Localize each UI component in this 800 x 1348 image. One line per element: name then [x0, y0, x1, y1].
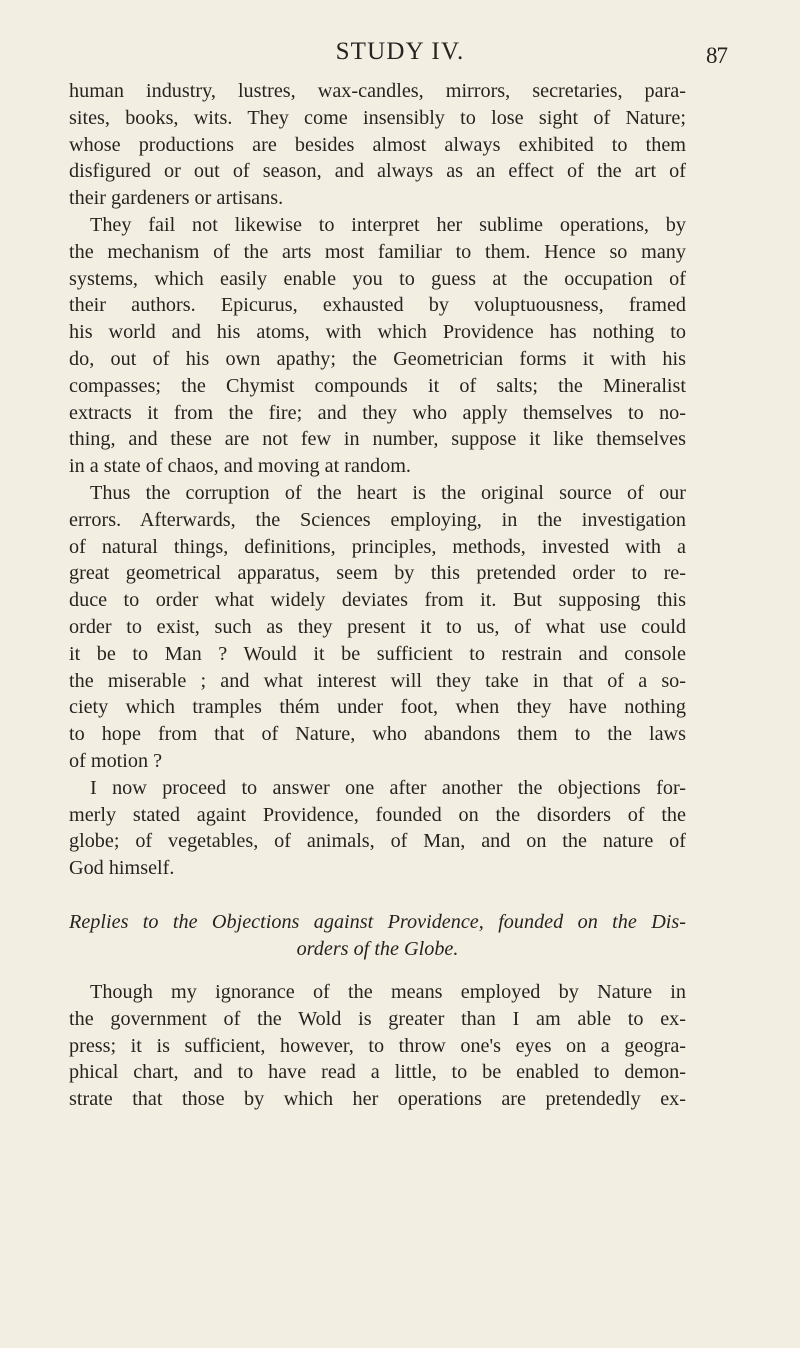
page-number: 87 — [706, 43, 727, 68]
text-line: I now proceed to answer one after another the objections for- — [90, 776, 686, 799]
text-line: of motion ? — [69, 749, 163, 772]
text-line: Thus the corruption of the heart is the original source of our — [90, 481, 686, 504]
text-line: Though my ignorance of the means employed by Nature in — [90, 980, 686, 1003]
text-line: in a state of chaos, and moving at random. — [69, 455, 411, 478]
text-line: ciety which tramples thém under foot, when they have nothing — [69, 696, 686, 719]
section-spacer — [69, 963, 686, 979]
text-line: extracts it from the fire; and they who apply themselves to no- — [69, 401, 686, 424]
text-line: They fail not likewise to interpret her sublime operations, by — [90, 213, 686, 236]
text-line: disfigured or out of season, and always as an effect of the art of — [69, 160, 686, 183]
heading-line: Replies to the Objections against Providence, founded on the Dis- — [69, 910, 686, 933]
text-line: to hope from that of Nature, who abandons them to the laws — [69, 723, 686, 746]
text-line: great geometrical apparatus, seem by this pretended order to re- — [69, 562, 686, 585]
body-text — [69, 78, 686, 1113]
text-line: his world and his atoms, with which Providence has nothing to — [69, 321, 686, 344]
heading-line: orders of the Globe. — [296, 937, 459, 960]
text-line: human industry, lustres, wax-candles, mirrors, secretaries, para- — [69, 80, 686, 102]
text-line: errors. Afterwards, the Sciences employing, in the investigation — [69, 508, 686, 531]
text-line: thing, and these are not few in number, suppose it like themselves — [69, 428, 686, 451]
running-head — [0, 36, 800, 68]
running-title: STUDY IV. — [335, 38, 465, 65]
section-spacer — [69, 882, 686, 909]
text-line: press; it is sufficient, however, to throw one's eyes on a geogra- — [69, 1034, 686, 1057]
section-heading — [69, 909, 686, 963]
text-line: merly stated againt Providence, founded on the disorders of the — [69, 803, 686, 826]
paragraph — [69, 212, 686, 480]
text-line: order to exist, such as they present it to us, of what use could — [69, 615, 686, 638]
text-line: systems, which easily enable you to guess at the occupation of — [69, 267, 686, 290]
text-line: the mechanism of the arts most familiar to them. Hence so many — [69, 240, 686, 263]
text-line: it be to Man ? Would it be sufficient to restrain and console — [69, 642, 686, 665]
text-line: duce to order what widely deviates from it. But supposing this — [69, 589, 686, 612]
text-line: their authors. Epicurus, exhausted by voluptuousness, framed — [69, 294, 686, 317]
text-line: the miserable ; and what interest will they take in that of a so- — [69, 669, 686, 692]
paragraph — [69, 775, 686, 882]
text-line: the government of the Wold is greater than I am able to ex- — [69, 1007, 686, 1030]
text-line: of natural things, definitions, principles, methods, invested with a — [69, 535, 686, 558]
text-line: their gardeners or artisans. — [69, 187, 284, 210]
paragraph — [69, 78, 686, 212]
text-line: do, out of his own apathy; the Geometrician forms it with his — [69, 347, 686, 370]
paragraph — [69, 480, 686, 775]
text-line: whose productions are besides almost always exhibited to them — [69, 133, 686, 156]
text-line: sites, books, wits. They come insensibly to lose sight of Nature; — [69, 106, 686, 129]
text-line: God himself. — [69, 857, 175, 880]
text-line: strate that those by which her operations are pretendedly ex- — [69, 1088, 686, 1111]
text-line: phical chart, and to have read a little, to be enabled to demon- — [69, 1061, 686, 1084]
text-line: compasses; the Chymist compounds it of salts; the Mineralist — [69, 374, 686, 397]
text-line: globe; of vegetables, of animals, of Man, and on the nature of — [69, 830, 686, 853]
paragraph — [69, 979, 686, 1113]
